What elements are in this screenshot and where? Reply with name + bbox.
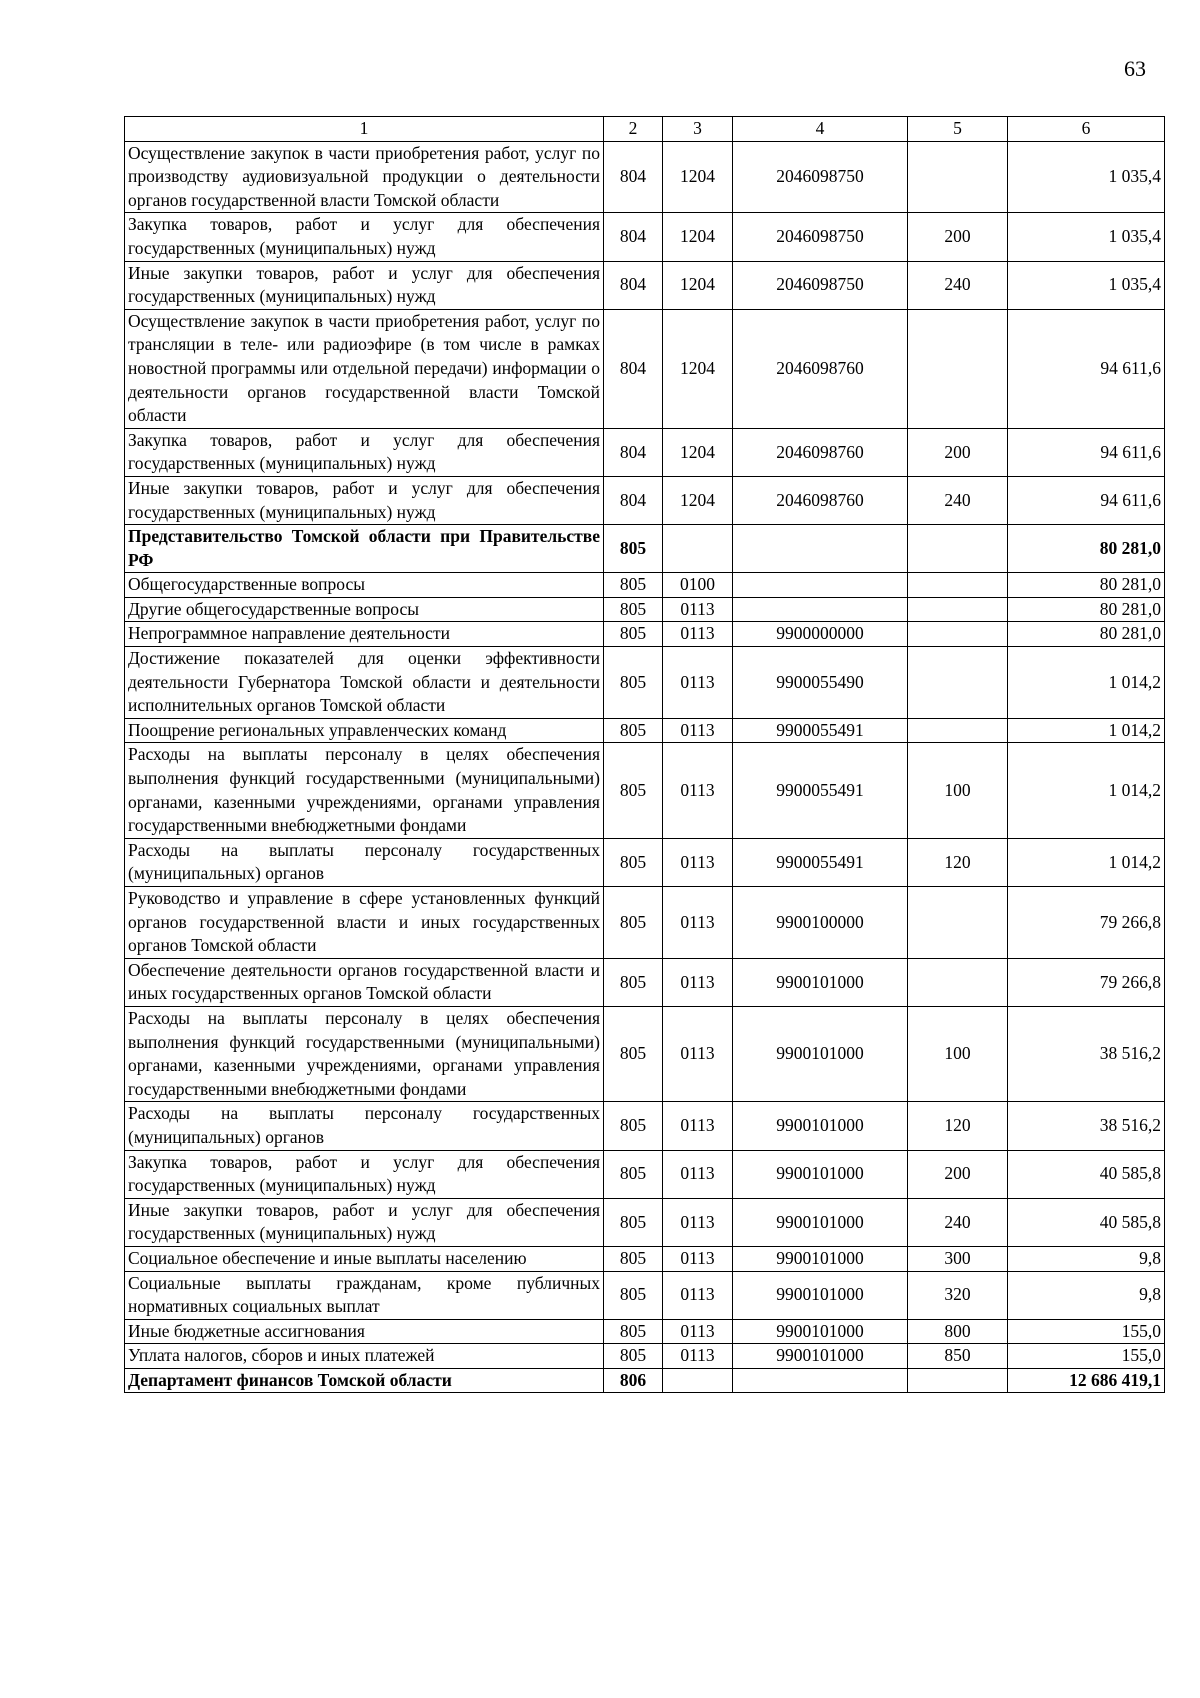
cell-amount: 80 281,0 bbox=[1008, 525, 1165, 573]
cell-amount: 155,0 bbox=[1008, 1344, 1165, 1369]
cell-name: Обеспечение деятельности органов государственной власти и иных государственных органов Томской области bbox=[125, 958, 604, 1006]
cell-grbs: 805 bbox=[604, 718, 663, 743]
cell-section: 0113 bbox=[663, 1150, 733, 1198]
table-header-row bbox=[125, 117, 1165, 142]
cell-target-article bbox=[733, 597, 908, 622]
cell-grbs: 805 bbox=[604, 573, 663, 598]
table-row bbox=[125, 1319, 1165, 1344]
cell-target-article: 2046098760 bbox=[733, 428, 908, 476]
cell-expense-type bbox=[908, 573, 1008, 598]
table-row bbox=[125, 141, 1165, 213]
cell-amount: 38 516,2 bbox=[1008, 1006, 1165, 1101]
cell-amount: 12 686 419,1 bbox=[1008, 1368, 1165, 1393]
table-row bbox=[125, 1368, 1165, 1393]
table-row bbox=[125, 1150, 1165, 1198]
cell-expense-type: 200 bbox=[908, 428, 1008, 476]
cell-name: Иные закупки товаров, работ и услуг для обеспечения государственных (муниципальных) нужд bbox=[125, 1198, 604, 1246]
cell-target-article: 9900101000 bbox=[733, 1344, 908, 1369]
cell-section: 0113 bbox=[663, 622, 733, 647]
header-col-1: 1 bbox=[125, 117, 604, 142]
table-body bbox=[125, 141, 1165, 1393]
cell-section: 0113 bbox=[663, 1319, 733, 1344]
cell-grbs: 805 bbox=[604, 622, 663, 647]
cell-grbs: 805 bbox=[604, 1006, 663, 1101]
cell-amount: 94 611,6 bbox=[1008, 476, 1165, 524]
cell-target-article bbox=[733, 573, 908, 598]
cell-name: Департамент финансов Томской области bbox=[125, 1368, 604, 1393]
cell-amount: 79 266,8 bbox=[1008, 958, 1165, 1006]
cell-expense-type bbox=[908, 141, 1008, 213]
table-row bbox=[125, 428, 1165, 476]
cell-amount: 1 035,4 bbox=[1008, 213, 1165, 261]
cell-target-article: 9900055491 bbox=[733, 743, 908, 838]
table-row bbox=[125, 1102, 1165, 1150]
cell-target-article: 2046098750 bbox=[733, 213, 908, 261]
cell-name: Закупка товаров, работ и услуг для обеспечения государственных (муниципальных) нужд bbox=[125, 213, 604, 261]
cell-amount: 94 611,6 bbox=[1008, 428, 1165, 476]
cell-expense-type: 100 bbox=[908, 1006, 1008, 1101]
cell-expense-type: 120 bbox=[908, 838, 1008, 886]
table-row bbox=[125, 622, 1165, 647]
cell-section bbox=[663, 525, 733, 573]
cell-section: 1204 bbox=[663, 476, 733, 524]
cell-target-article: 9900055491 bbox=[733, 718, 908, 743]
cell-section: 0100 bbox=[663, 573, 733, 598]
cell-amount: 38 516,2 bbox=[1008, 1102, 1165, 1150]
cell-expense-type bbox=[908, 647, 1008, 719]
cell-grbs: 804 bbox=[604, 428, 663, 476]
cell-amount: 80 281,0 bbox=[1008, 573, 1165, 598]
cell-expense-type bbox=[908, 958, 1008, 1006]
cell-expense-type: 200 bbox=[908, 213, 1008, 261]
table-row bbox=[125, 887, 1165, 959]
cell-target-article: 9900055490 bbox=[733, 647, 908, 719]
cell-name: Расходы на выплаты персоналу государственных (муниципальных) органов bbox=[125, 1102, 604, 1150]
cell-section: 1204 bbox=[663, 213, 733, 261]
cell-name: Поощрение региональных управленческих команд bbox=[125, 718, 604, 743]
table-row bbox=[125, 647, 1165, 719]
cell-name: Достижение показателей для оценки эффективности деятельности Губернатора Томской области и деятельности исполнительных органов Томской области bbox=[125, 647, 604, 719]
cell-grbs: 804 bbox=[604, 476, 663, 524]
table-row bbox=[125, 1344, 1165, 1369]
cell-target-article: 9900000000 bbox=[733, 622, 908, 647]
cell-expense-type bbox=[908, 309, 1008, 428]
page-number: 63 bbox=[1124, 56, 1146, 81]
cell-expense-type: 240 bbox=[908, 261, 1008, 309]
cell-grbs: 805 bbox=[604, 597, 663, 622]
cell-name: Осуществление закупок в части приобретения работ, услуг по производству аудиовизуальной продукции о деятельности органов государственной власти Томской области bbox=[125, 141, 604, 213]
cell-name: Непрограммное направление деятельности bbox=[125, 622, 604, 647]
cell-expense-type bbox=[908, 597, 1008, 622]
cell-expense-type bbox=[908, 887, 1008, 959]
cell-section: 0113 bbox=[663, 647, 733, 719]
cell-section: 1204 bbox=[663, 261, 733, 309]
cell-expense-type: 120 bbox=[908, 1102, 1008, 1150]
cell-grbs: 806 bbox=[604, 1368, 663, 1393]
cell-name: Расходы на выплаты персоналу в целях обеспечения выполнения функций государственными (муниципальными) органами, казенными учреждениями, органами управления государственными внебюджетными фондами bbox=[125, 1006, 604, 1101]
cell-expense-type: 300 bbox=[908, 1246, 1008, 1271]
cell-grbs: 805 bbox=[604, 1319, 663, 1344]
cell-name: Общегосударственные вопросы bbox=[125, 573, 604, 598]
cell-expense-type: 800 bbox=[908, 1319, 1008, 1344]
cell-name: Иные закупки товаров, работ и услуг для обеспечения государственных (муниципальных) нужд bbox=[125, 476, 604, 524]
header-col-2: 2 bbox=[604, 117, 663, 142]
cell-grbs: 805 bbox=[604, 525, 663, 573]
cell-grbs: 805 bbox=[604, 1102, 663, 1150]
cell-section: 0113 bbox=[663, 597, 733, 622]
cell-expense-type: 100 bbox=[908, 743, 1008, 838]
cell-name: Закупка товаров, работ и услуг для обеспечения государственных (муниципальных) нужд bbox=[125, 428, 604, 476]
cell-grbs: 805 bbox=[604, 1344, 663, 1369]
cell-grbs: 804 bbox=[604, 141, 663, 213]
cell-amount: 40 585,8 bbox=[1008, 1198, 1165, 1246]
table-row bbox=[125, 213, 1165, 261]
cell-amount: 9,8 bbox=[1008, 1246, 1165, 1271]
cell-amount: 155,0 bbox=[1008, 1319, 1165, 1344]
cell-expense-type bbox=[908, 1368, 1008, 1393]
cell-amount: 80 281,0 bbox=[1008, 597, 1165, 622]
table-row bbox=[125, 597, 1165, 622]
cell-section: 0113 bbox=[663, 1246, 733, 1271]
table-row bbox=[125, 261, 1165, 309]
cell-target-article bbox=[733, 525, 908, 573]
cell-name: Иные бюджетные ассигнования bbox=[125, 1319, 604, 1344]
cell-grbs: 804 bbox=[604, 261, 663, 309]
cell-name: Закупка товаров, работ и услуг для обеспечения государственных (муниципальных) нужд bbox=[125, 1150, 604, 1198]
header-col-5: 5 bbox=[908, 117, 1008, 142]
cell-expense-type: 240 bbox=[908, 1198, 1008, 1246]
cell-grbs: 805 bbox=[604, 1271, 663, 1319]
cell-target-article: 2046098760 bbox=[733, 309, 908, 428]
cell-target-article: 9900100000 bbox=[733, 887, 908, 959]
cell-amount: 1 014,2 bbox=[1008, 743, 1165, 838]
cell-grbs: 805 bbox=[604, 958, 663, 1006]
cell-name: Расходы на выплаты персоналу в целях обеспечения выполнения функций государственными (муниципальными) органами, казенными учреждениями, органами управления государственными внебюджетными фондами bbox=[125, 743, 604, 838]
cell-target-article: 9900101000 bbox=[733, 1006, 908, 1101]
cell-section: 0113 bbox=[663, 838, 733, 886]
cell-target-article bbox=[733, 1368, 908, 1393]
cell-section: 1204 bbox=[663, 309, 733, 428]
cell-grbs: 804 bbox=[604, 213, 663, 261]
cell-grbs: 805 bbox=[604, 647, 663, 719]
cell-grbs: 804 bbox=[604, 309, 663, 428]
table-row bbox=[125, 958, 1165, 1006]
cell-section: 0113 bbox=[663, 1198, 733, 1246]
cell-target-article: 2046098750 bbox=[733, 141, 908, 213]
cell-amount: 1 014,2 bbox=[1008, 838, 1165, 886]
cell-target-article: 9900101000 bbox=[733, 1246, 908, 1271]
cell-grbs: 805 bbox=[604, 1198, 663, 1246]
cell-amount: 1 035,4 bbox=[1008, 261, 1165, 309]
cell-section: 1204 bbox=[663, 141, 733, 213]
header-col-6: 6 bbox=[1008, 117, 1165, 142]
cell-name: Социальное обеспечение и иные выплаты населению bbox=[125, 1246, 604, 1271]
cell-target-article: 9900101000 bbox=[733, 1150, 908, 1198]
cell-section: 0113 bbox=[663, 1271, 733, 1319]
cell-target-article: 9900101000 bbox=[733, 1271, 908, 1319]
cell-section: 0113 bbox=[663, 718, 733, 743]
cell-expense-type bbox=[908, 622, 1008, 647]
header-col-4: 4 bbox=[733, 117, 908, 142]
cell-amount: 1 035,4 bbox=[1008, 141, 1165, 213]
cell-expense-type: 240 bbox=[908, 476, 1008, 524]
table-row bbox=[125, 1246, 1165, 1271]
cell-target-article: 9900101000 bbox=[733, 958, 908, 1006]
table-row bbox=[125, 309, 1165, 428]
cell-name: Уплата налогов, сборов и иных платежей bbox=[125, 1344, 604, 1369]
cell-section: 0113 bbox=[663, 1102, 733, 1150]
table-row bbox=[125, 1271, 1165, 1319]
header-col-3: 3 bbox=[663, 117, 733, 142]
cell-amount: 9,8 bbox=[1008, 1271, 1165, 1319]
cell-grbs: 805 bbox=[604, 887, 663, 959]
cell-amount: 80 281,0 bbox=[1008, 622, 1165, 647]
cell-expense-type: 320 bbox=[908, 1271, 1008, 1319]
cell-expense-type bbox=[908, 525, 1008, 573]
cell-amount: 79 266,8 bbox=[1008, 887, 1165, 959]
table-row bbox=[125, 743, 1165, 838]
cell-target-article: 2046098760 bbox=[733, 476, 908, 524]
cell-expense-type bbox=[908, 718, 1008, 743]
cell-name: Другие общегосударственные вопросы bbox=[125, 597, 604, 622]
cell-grbs: 805 bbox=[604, 1246, 663, 1271]
cell-grbs: 805 bbox=[604, 743, 663, 838]
cell-target-article: 2046098750 bbox=[733, 261, 908, 309]
table-row bbox=[125, 476, 1165, 524]
cell-section: 1204 bbox=[663, 428, 733, 476]
cell-section bbox=[663, 1368, 733, 1393]
table-row bbox=[125, 1198, 1165, 1246]
cell-name: Социальные выплаты гражданам, кроме публичных нормативных социальных выплат bbox=[125, 1271, 604, 1319]
table-row bbox=[125, 718, 1165, 743]
cell-expense-type: 200 bbox=[908, 1150, 1008, 1198]
cell-section: 0113 bbox=[663, 887, 733, 959]
cell-name: Иные закупки товаров, работ и услуг для обеспечения государственных (муниципальных) нужд bbox=[125, 261, 604, 309]
cell-name: Представительство Томской области при Правительстве РФ bbox=[125, 525, 604, 573]
cell-section: 0113 bbox=[663, 1344, 733, 1369]
cell-name: Расходы на выплаты персоналу государственных (муниципальных) органов bbox=[125, 838, 604, 886]
table-row bbox=[125, 573, 1165, 598]
cell-target-article: 9900101000 bbox=[733, 1102, 908, 1150]
cell-grbs: 805 bbox=[604, 838, 663, 886]
table-row bbox=[125, 838, 1165, 886]
cell-expense-type: 850 bbox=[908, 1344, 1008, 1369]
table-row bbox=[125, 1006, 1165, 1101]
cell-target-article: 9900101000 bbox=[733, 1198, 908, 1246]
cell-amount: 94 611,6 bbox=[1008, 309, 1165, 428]
cell-amount: 1 014,2 bbox=[1008, 718, 1165, 743]
cell-name: Руководство и управление в сфере установленных функций органов государственной власти и иных государственных органов Томской области bbox=[125, 887, 604, 959]
cell-section: 0113 bbox=[663, 958, 733, 1006]
cell-target-article: 9900055491 bbox=[733, 838, 908, 886]
cell-section: 0113 bbox=[663, 743, 733, 838]
cell-target-article: 9900101000 bbox=[733, 1319, 908, 1344]
cell-name: Осуществление закупок в части приобретения работ, услуг по трансляции в теле- или радиоэфире (в том числе в рамках новостной программы или отдельной передачи) информации о деятельности органов государственной власти Томской области bbox=[125, 309, 604, 428]
cell-section: 0113 bbox=[663, 1006, 733, 1101]
cell-grbs: 805 bbox=[604, 1150, 663, 1198]
cell-amount: 1 014,2 bbox=[1008, 647, 1165, 719]
table-row bbox=[125, 525, 1165, 573]
cell-amount: 40 585,8 bbox=[1008, 1150, 1165, 1198]
budget-table bbox=[124, 116, 1165, 1393]
